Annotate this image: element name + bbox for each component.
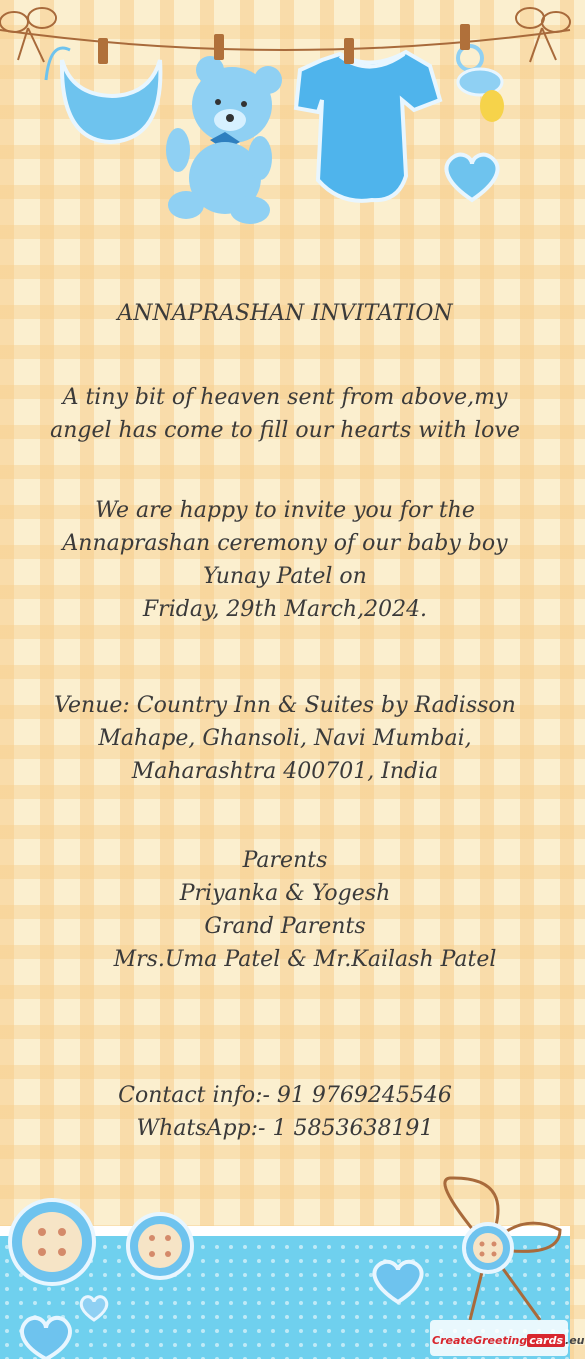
logo-text-part: .eu xyxy=(565,1333,585,1347)
parents-label: Parents xyxy=(242,848,328,873)
contact-info: Contact info:- 91 9769245546 xyxy=(118,1083,452,1108)
contact-block xyxy=(10,1079,560,1145)
family-block xyxy=(10,844,560,976)
logo-text-part: cards xyxy=(529,1333,564,1347)
parents-names: Priyanka & Yogesh xyxy=(179,881,391,906)
pacifier-icon xyxy=(458,46,504,122)
grandparents-names: Mrs.Uma Patel & Mr.Kailash Patel xyxy=(113,947,497,972)
clothespin-icon xyxy=(460,24,470,50)
clothespin-icon xyxy=(98,38,108,64)
onesie-icon xyxy=(296,52,440,201)
invite-line: We are happy to invite you for the xyxy=(95,498,475,523)
sewing-button-icon xyxy=(128,1214,192,1278)
grandparents-label: Grand Parents xyxy=(204,914,366,939)
event-date: Friday, 29th March,2024. xyxy=(142,597,428,622)
poem-block xyxy=(10,381,560,447)
invitation-title: ANNAPRASHAN INVITATION xyxy=(117,301,453,326)
venue-line: Mahape, Ghansoli, Navi Mumbai, xyxy=(98,726,472,751)
clothesline-illustration xyxy=(0,0,570,250)
invitation-title-block xyxy=(10,297,560,330)
invite-line: Yunay Patel on xyxy=(203,564,367,589)
poem-line: angel has come to fill our hearts with love xyxy=(50,418,520,443)
clothespin-icon xyxy=(214,34,224,60)
site-logo[interactable] xyxy=(432,1326,585,1354)
invite-line: Annaprashan ceremony of our baby boy xyxy=(62,531,508,556)
sewing-button-icon xyxy=(10,1200,94,1284)
venue-block xyxy=(10,689,560,788)
logo-text-part: CreateGreeting xyxy=(432,1333,528,1347)
clothesline xyxy=(0,30,570,50)
venue-line: Venue: Country Inn & Suites by Radisson xyxy=(54,693,516,718)
clothespin-icon xyxy=(344,38,354,64)
invite-block xyxy=(10,494,560,626)
whatsapp-info: WhatsApp:- 1 5853638191 xyxy=(136,1116,434,1141)
bow-left-icon xyxy=(0,8,56,62)
heart-icon xyxy=(446,155,497,200)
venue-line: Maharashtra 400701, India xyxy=(131,759,439,784)
poem-line: A tiny bit of heaven sent from above,my xyxy=(62,385,508,410)
teddy-bear-icon xyxy=(166,56,282,224)
